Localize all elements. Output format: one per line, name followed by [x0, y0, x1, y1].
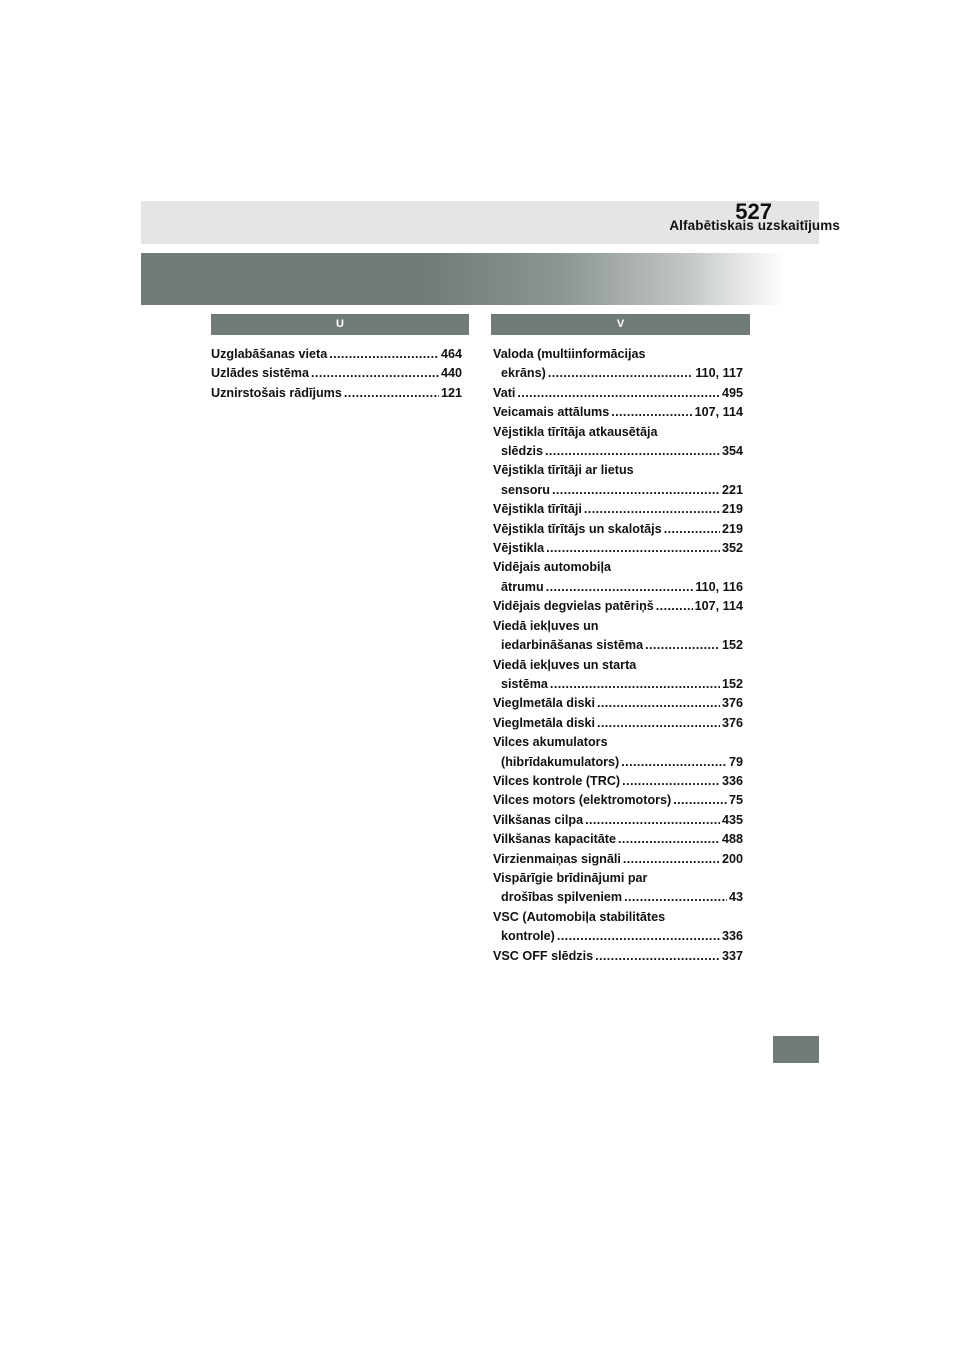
entry-page-ref: 464 — [440, 347, 462, 361]
entry-page-ref: 337 — [721, 948, 743, 963]
dot-leader — [622, 772, 720, 791]
section-header-u: U — [211, 314, 469, 335]
index-entry — [493, 539, 743, 558]
dot-leader — [546, 578, 694, 597]
dot-leader — [624, 888, 727, 907]
index-entry — [493, 423, 743, 462]
dot-leader — [585, 811, 720, 830]
dot-leader — [664, 520, 720, 539]
entry-page-ref: 440 — [440, 366, 462, 381]
entry-text: Vieglmetāla diski — [493, 696, 595, 711]
entry-text: Veicamais attālums — [493, 405, 610, 420]
index-entry — [493, 520, 743, 539]
entry-text-continued: kontrole) — [501, 929, 555, 944]
dot-leader — [595, 947, 720, 966]
index-column-v — [493, 345, 743, 966]
index-entry — [493, 694, 743, 713]
dot-leader — [552, 481, 720, 500]
entry-text: Vispārīgie brīdinājumi par — [493, 870, 648, 885]
entry-text-continued: slēdzis — [501, 444, 543, 459]
entry-text: Vati — [493, 385, 516, 400]
index-entry — [493, 656, 743, 695]
dot-leader — [548, 364, 694, 383]
entry-page-ref: 376 — [721, 715, 743, 730]
entry-page-ref: 107, 114 — [694, 599, 743, 614]
entry-text: Viedā iekļuves un — [493, 618, 599, 633]
entry-page-ref: 200 — [721, 851, 743, 866]
entry-text-continued: ekrāns) — [501, 366, 546, 381]
entry-text-continued: sensoru — [501, 482, 550, 497]
dot-leader — [623, 850, 720, 869]
entry-text: Vilkšanas kapacitāte — [493, 832, 616, 847]
entry-text: Uzglabāšanas vieta — [211, 347, 328, 361]
entry-text: Uznirstošais rādījums — [211, 385, 342, 400]
index-entry — [211, 364, 462, 383]
entry-text: Vilces motors (elektromotors) — [493, 793, 672, 808]
index-entry — [493, 733, 743, 772]
dot-leader — [546, 539, 720, 558]
index-entry — [493, 558, 743, 597]
entry-text: Vējstikla — [493, 541, 545, 556]
entry-text: Uzlādes sistēma — [211, 366, 310, 381]
index-entry — [493, 869, 743, 908]
dot-leader — [550, 675, 720, 694]
entry-text-continued: (hibrīdakumulators) — [501, 754, 620, 769]
index-entry — [493, 947, 743, 966]
entry-page-ref: 336 — [721, 929, 743, 944]
entry-page-ref: 495 — [721, 385, 743, 400]
entry-text: Vējstikla tīrītāja atkausētāja — [493, 424, 658, 439]
dot-leader — [618, 830, 720, 849]
dot-leader — [645, 636, 720, 655]
entry-page-ref: 352 — [721, 541, 743, 556]
index-entry — [493, 811, 743, 830]
dot-leader — [621, 753, 727, 772]
index-entry — [493, 597, 743, 616]
entry-page-ref: 219 — [721, 521, 743, 536]
index-entry — [211, 345, 462, 364]
entry-page-ref: 336 — [721, 773, 743, 788]
dot-leader — [584, 500, 720, 519]
page-title: Alfabētiskais uzskaitījums — [669, 218, 840, 233]
entry-text: Virzienmaiņas signāli — [493, 851, 621, 866]
index-entry — [493, 830, 743, 849]
index-entry — [493, 384, 743, 403]
index-entry — [493, 850, 743, 869]
index-entry — [493, 714, 743, 733]
entry-text: Vējstikla tīrītāji — [493, 502, 582, 517]
dot-leader — [656, 597, 693, 616]
entry-page-ref: 75 — [728, 793, 743, 808]
entry-page-ref: 110, 117 — [695, 366, 743, 381]
entry-page-ref: 110, 116 — [695, 579, 743, 594]
dot-leader — [557, 927, 720, 946]
entry-page-ref: 219 — [721, 502, 743, 517]
dot-leader — [545, 442, 720, 461]
index-entry — [493, 908, 743, 947]
page-number: 527 — [735, 199, 772, 224]
index-entry — [493, 403, 743, 422]
index-entry — [493, 500, 743, 519]
dot-leader — [673, 791, 727, 810]
index-column-u — [211, 345, 462, 403]
index-entry — [493, 617, 743, 656]
entry-text: VSC (Automobiļa stabilitātes — [493, 909, 666, 924]
index-entry — [493, 345, 743, 384]
entry-text-continued: drošības spilveniem — [501, 890, 623, 905]
entry-text: Vidējais degvielas patēriņš — [493, 599, 654, 614]
chapter-tab — [773, 1036, 819, 1063]
dot-leader — [597, 694, 720, 713]
entry-page-ref: 121 — [440, 385, 462, 400]
entry-page-ref: 79 — [728, 754, 743, 769]
section-header-v: V — [491, 314, 750, 335]
dot-leader — [611, 403, 692, 422]
entry-text: Vilces akumulators — [493, 735, 608, 750]
entry-page-ref: 376 — [721, 696, 743, 711]
entry-text-continued: ātrumu — [501, 579, 544, 594]
entry-page-ref: 221 — [721, 482, 743, 497]
entry-text: VSC OFF slēdzis — [493, 948, 594, 963]
index-entry — [211, 384, 462, 403]
dot-leader — [344, 384, 439, 403]
decorative-band — [141, 253, 819, 305]
entry-page-ref: 152 — [721, 676, 743, 691]
entry-text: Viedā iekļuves un starta — [493, 657, 637, 672]
dot-leader — [597, 714, 720, 733]
dot-leader — [517, 384, 720, 403]
entry-text: Vējstikla tīrītāji ar lietus — [493, 463, 634, 478]
index-entry — [493, 461, 743, 500]
entry-text-continued: iedarbināšanas sistēma — [501, 638, 644, 653]
entry-page-ref: 488 — [721, 832, 743, 847]
index-entry — [493, 772, 743, 791]
entry-text-continued: sistēma — [501, 676, 548, 691]
entry-text: Vilkšanas cilpa — [493, 812, 584, 827]
entry-page-ref: 435 — [721, 812, 743, 827]
entry-text: Vilces kontrole (TRC) — [493, 773, 621, 788]
entry-text: Vējstikla tīrītājs un skalotājs — [493, 521, 662, 536]
entry-page-ref: 43 — [728, 890, 743, 905]
index-entry — [493, 791, 743, 810]
entry-page-ref: 354 — [721, 444, 743, 459]
entry-page-ref: 107, 114 — [694, 405, 743, 420]
entry-text: Vieglmetāla diski — [493, 715, 595, 730]
dot-leader — [329, 345, 439, 364]
dot-leader — [311, 364, 439, 383]
entry-text: Vidējais automobiļa — [493, 560, 612, 575]
entry-page-ref: 152 — [721, 638, 743, 653]
entry-text: Valoda (multiinformācijas — [493, 347, 646, 361]
